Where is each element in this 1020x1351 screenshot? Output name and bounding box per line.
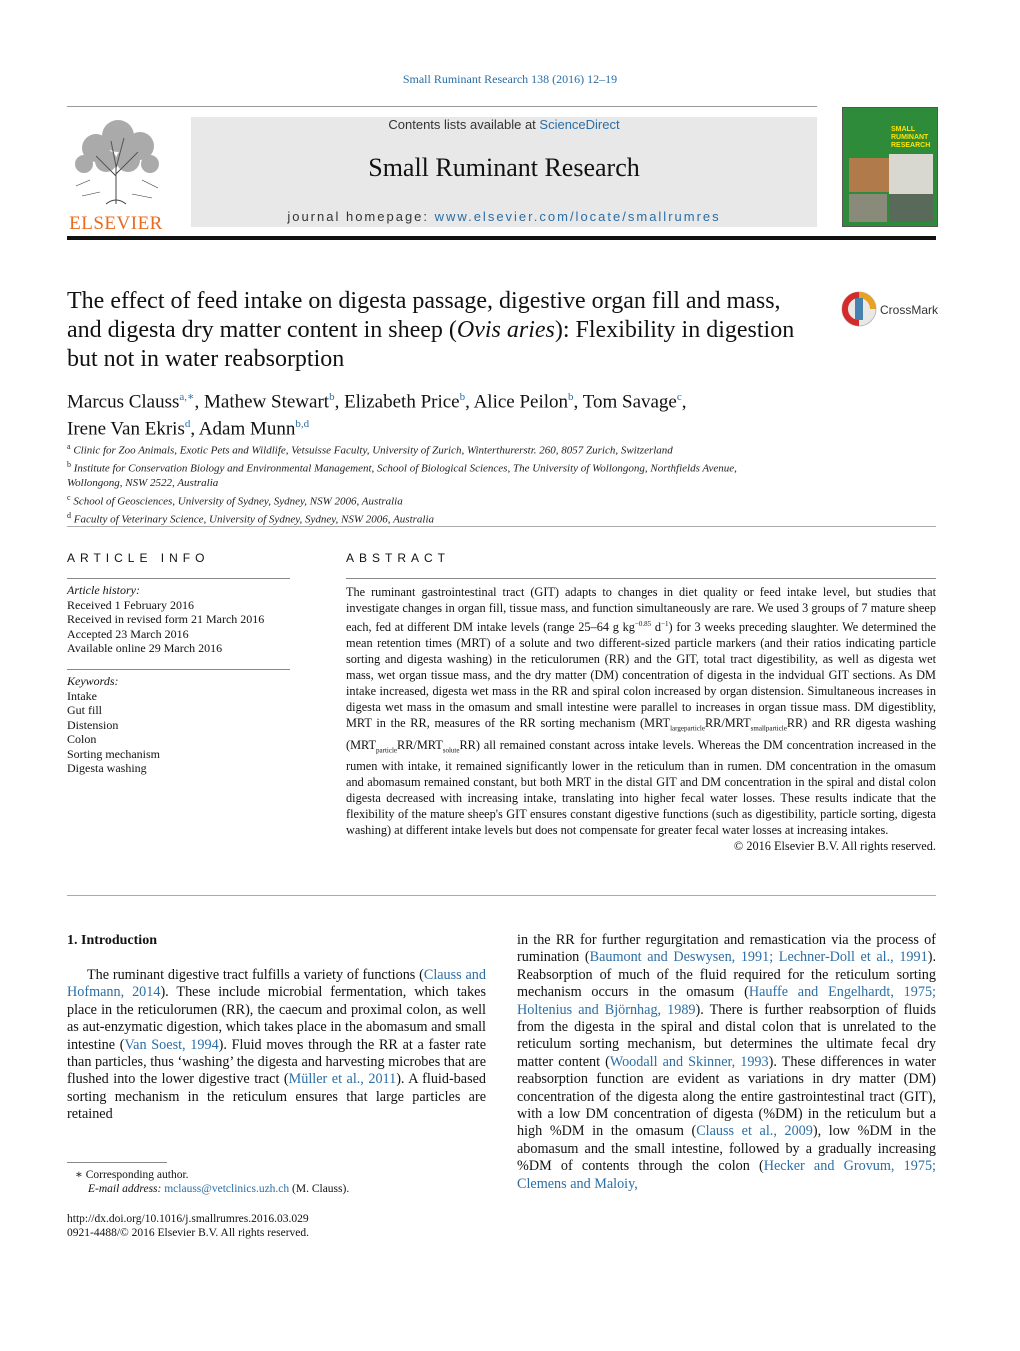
body-text-segment: ). Fluid moves through the RR at a faster rate than particles, thus ‘washing’ the digesta and harvesting microbes that are flushed into the lower digestive tract ( — [67, 1036, 487, 1088]
email-suffix: (M. Clauss). — [289, 1183, 350, 1195]
body-text-segment: The ruminant digestive tract fulfills a variety of functions ( — [87, 967, 424, 983]
homepage-prefix: journal homepage: — [287, 209, 435, 224]
affiliation-mark: d — [67, 510, 71, 520]
footnote-rule — [67, 1162, 167, 1163]
title-species: Ovis aries — [456, 317, 555, 343]
abstract-sub: particle — [376, 746, 398, 754]
doi-link[interactable]: http://dx.doi.org/10.1016/j.smallrumres.2016.03.029 — [67, 1213, 309, 1225]
article-history — [67, 583, 292, 656]
contents-prefix: Contents lists available at — [388, 117, 540, 132]
abstract-copyright: © 2016 Elsevier B.V. All rights reserved. — [733, 839, 936, 853]
abstract-seg: ) for 3 weeks preceding slaughter. We determined the mean retention times (MRT) of a solute and two different-sized particle markers (and their ratios indicating particle sorting and digesta washing) in the reticulorumen (RR) and the GIT, total tract digestibility, as well as digesta wet mass, wet organ tissue mass, and the dry matter (DM) concentration of digesta in the indvidual GIT sections. As DM intake increased, digesta wet mass in the RR and spiral colon increased by organ distension. Simultaneous increases in digesta wet mass in the omasum and small intestine were parallel to increases in organ tissue mass. DM digestiblity, MRT in the RR, measures of the RR sorting mechanism (MRT — [346, 620, 936, 731]
contents-line — [191, 117, 817, 132]
body-text-segment: ). There is further reabsorption of fluids from the digesta in the spiral and distal colon that is unrelated to the reticulum sorting mechanism, but determines the ultimate fecal dry matter content ( — [517, 1001, 936, 1070]
article-title — [67, 287, 817, 374]
affiliation-rule — [67, 526, 936, 527]
keyword-item: Intake — [67, 688, 97, 703]
affiliation-item — [67, 491, 827, 509]
author-name: Marcus Clauss — [67, 391, 180, 413]
journal-cover-image — [842, 107, 938, 227]
abstract-sub: smallparticle — [750, 724, 787, 733]
abstract-seg: RR) and RR digesta washing (MRT — [346, 716, 936, 752]
crossmark-icon — [840, 290, 878, 328]
title-text-2: ): Flexibility in digestion but not in water reabsorption — [67, 317, 795, 372]
citation-link[interactable]: Van Soest, 1994 — [124, 1036, 219, 1053]
intro-right-column — [517, 932, 936, 1193]
affiliation-item — [67, 440, 827, 458]
citation-link[interactable]: Clauss and Hofmann, 2014 — [67, 967, 486, 1001]
cover-goat2-photo — [849, 194, 887, 222]
abstract-seg: RR) all remained constant across intake levels. Whereas the DM concentration increased in the rumen with intake, it remained significantly lower in the reticulum than in rumen. DM concentration in the omasum and abomasum remained constant, but both MRT in the distal GIT and DM concentration in the spiral and distal colon digesta decreased with increasing intake, translating into higher fecal water losses. These results indicate that the flexibility of the mature sheep's GIT ensures constant digestive functions (such as digestibility, particle sorting, digesta washing) at different intake levels but does not compensate for greater fecal water losses at increasing intakes. — [346, 737, 936, 837]
affiliation-text: Faculty of Veterinary Science, University of Sydney, Sydney, NSW 2006, Australia — [73, 513, 435, 526]
author-list: Marcus Clauss$^{a,∗}$, Mathew Stewart$^b$, Elizabeth Price$^b$, Alice Peilon$^b$, Tom Savage$^c$, Irene Van Ekris$^d$, Adam Munn$^{b,d}$ — [67, 391, 687, 440]
abstract-sup: −0.85 — [634, 620, 652, 628]
keyword-item: Digesta washing — [67, 761, 147, 775]
author-name: Tom Savage — [582, 391, 677, 413]
author-name: Irene Van Ekris — [67, 418, 185, 440]
citation-link[interactable]: Hecker and Grovum, 1975; Clemens and Maloiy, — [517, 1158, 936, 1192]
author-affiliation-mark[interactable]: b,d — [295, 418, 310, 431]
author-name: Elizabeth Price — [344, 391, 460, 413]
abstract-rule — [346, 578, 936, 579]
elsevier-logo — [66, 116, 166, 234]
history-label: Article history: — [67, 583, 140, 597]
header-bottom-rule — [67, 236, 936, 240]
cover-goat-photo — [849, 158, 889, 192]
affiliation-list — [67, 440, 827, 527]
affiliation-item — [67, 509, 827, 527]
abstract-seg: RR/MRT — [704, 716, 751, 731]
author-name: Alice Peilon — [473, 391, 569, 413]
affiliation-text: School of Geosciences, University of Sydney, Sydney, NSW 2006, Australia — [73, 495, 403, 508]
issn-line: 0921-4488/© 2016 Elsevier B.V. All rights reserved. — [67, 1227, 310, 1239]
author-name: Mathew Stewart — [204, 391, 330, 413]
corresponding-note: ∗ Corresponding author. — [75, 1169, 189, 1181]
citation-link[interactable]: Hauffe and Engelhardt, 1975; Holtenius and Björnhag, 1989 — [517, 984, 937, 1018]
journal-title: Small Ruminant Research — [368, 153, 640, 182]
affiliation-text: Wollongong, NSW 2522, Australia — [67, 477, 219, 490]
affiliation-mark: a — [67, 442, 71, 451]
body-text-segment: ). These differences in water reabsorption function are evident as variations in dry matter (DM) concentration of the digesta along the entire gastrointestinal tract (GIT), with a low DM concentration of digesta (%DM) in the reticulum but a high %DM in the omasum ( — [517, 1053, 936, 1140]
author-affiliation-mark[interactable]: b — [459, 391, 466, 403]
keyword-item: Gut fill — [67, 703, 102, 717]
author-affiliation-mark[interactable]: a,∗ — [179, 391, 195, 403]
affiliation-mark: b — [67, 460, 71, 470]
affiliation-text: Clinic for Zoo Animals, Exotic Pets and Wildlife, Vetsuisse Faculty, University of Zurich, Winterthurerstr. 260, 8057 Zurich, Switzerland — [73, 444, 673, 457]
article-info-rule — [67, 578, 290, 579]
sciencedirect-link[interactable]: ScienceDirect — [539, 117, 620, 132]
email-note — [88, 1182, 349, 1196]
abstract-seg: RR/MRT — [397, 737, 443, 752]
body-text-segment: ). These include microbial fermentation, which takes place in the reticulorumen (RR), the caecum and proximal colon, as well as aut-enzymatic digestion, which takes place in the abomasum and small intestine ( — [67, 984, 486, 1053]
citation-link[interactable]: Clauss et al., 2009 — [696, 1123, 813, 1140]
history-received: Received 1 February 2016 — [67, 597, 194, 612]
body-text-segment: ). A fluid-based sorting mechanism in the reticulum ensures that large particles are retained — [67, 1071, 486, 1123]
citation-link[interactable]: Woodall and Skinner, 1993 — [609, 1053, 769, 1070]
abstract-text — [346, 584, 936, 854]
citation-link[interactable]: Müller et al., 2011 — [288, 1071, 397, 1088]
affiliation-text: Institute for Conservation Biology and Environmental Management, School of Biological Sciences, The University of Wollongong, Northfields Avenue, — [73, 462, 737, 475]
history-revised: Received in revised form 21 March 2016 — [67, 612, 265, 626]
affiliation-item — [67, 458, 827, 476]
citation-link[interactable]: Baumont and Deswysen, 1991; Lechner-Doll et al., 1991 — [589, 949, 928, 966]
keywords-rule — [67, 669, 290, 670]
journal-header-box — [191, 117, 817, 227]
homepage-link[interactable]: www.elsevier.com/locate/smallrumres — [434, 209, 721, 224]
history-online: Available online 29 March 2016 — [67, 641, 223, 655]
keyword-item: Distension — [67, 717, 119, 732]
cover-sheep-photo — [889, 154, 933, 194]
abstract-sup: −1 — [661, 620, 669, 628]
abstract-sub: solute — [442, 746, 460, 754]
author-affiliation-mark[interactable]: b — [329, 391, 335, 403]
affiliation-mark: c — [67, 492, 71, 502]
crossmark-label: CrossMark — [880, 303, 939, 317]
author-affiliation-mark[interactable]: d — [184, 418, 191, 431]
header-top-rule — [67, 106, 817, 107]
crossmark-badge[interactable] — [840, 290, 940, 330]
body-text-segment: ). Reabsorption of much of the fluid required for the reticulum sorting mechanism occurs in the omasum ( — [517, 949, 936, 1001]
abstract-heading: ABSTRACT — [346, 551, 451, 565]
email-link[interactable]: mclauss@vetclinics.uzh.ch — [164, 1183, 290, 1195]
keyword-item: Colon — [67, 732, 97, 746]
abstract-seg: d — [651, 620, 662, 635]
abstract-sub: largeparticle — [670, 724, 705, 733]
homepage-line — [191, 209, 817, 224]
body-text-segment: ), low %DM in the abomasum and the small intestine, followed by a gradually increasing %DM of contents through the colon ( — [517, 1123, 936, 1175]
body-text-segment: in the RR for further regurgitation and remastication via the process of rumination ( — [517, 932, 936, 966]
intro-heading: 1. Introduction — [67, 933, 157, 948]
title-text-1: The effect of feed intake on digesta passage, digestive organ fill and mass, and digesta dry matter content in sheep ( — [67, 288, 781, 343]
author-name: Adam Munn — [198, 418, 296, 440]
cover-sheep2-photo — [889, 194, 933, 222]
cover-title: SMALL RUMINANT RESEARCH — [891, 126, 931, 149]
abstract-seg: The ruminant gastrointestinal tract (GIT) adapts to changes in diet quality or feed intake level, but studies that investigate changes in organ fill, tissue mass, and function simultaneously are rare. We used 3 groups of 7 mature sheep each, fed at different DM intake levels (range 25–64 g kg — [346, 585, 936, 635]
affiliation-item — [67, 476, 827, 491]
intro-left-column — [67, 967, 486, 1124]
keywords-list — [67, 674, 292, 776]
article-info-heading: ARTICLE INFO — [67, 551, 210, 565]
keywords-label: Keywords: — [67, 674, 119, 688]
abstract-bottom-rule — [67, 895, 936, 896]
elsevier-tree-icon — [66, 116, 166, 208]
author-affiliation-mark[interactable]: c — [676, 391, 682, 403]
keyword-item: Sorting mechanism — [67, 746, 160, 761]
history-accepted: Accepted 23 March 2016 — [67, 626, 189, 641]
elsevier-logo-text: ELSEVIER — [69, 213, 163, 234]
email-label: E-mail address: — [88, 1183, 165, 1195]
author-affiliation-mark[interactable]: b — [568, 391, 574, 403]
journal-reference[interactable]: Small Ruminant Research 138 (2016) 12–19 — [402, 72, 618, 86]
